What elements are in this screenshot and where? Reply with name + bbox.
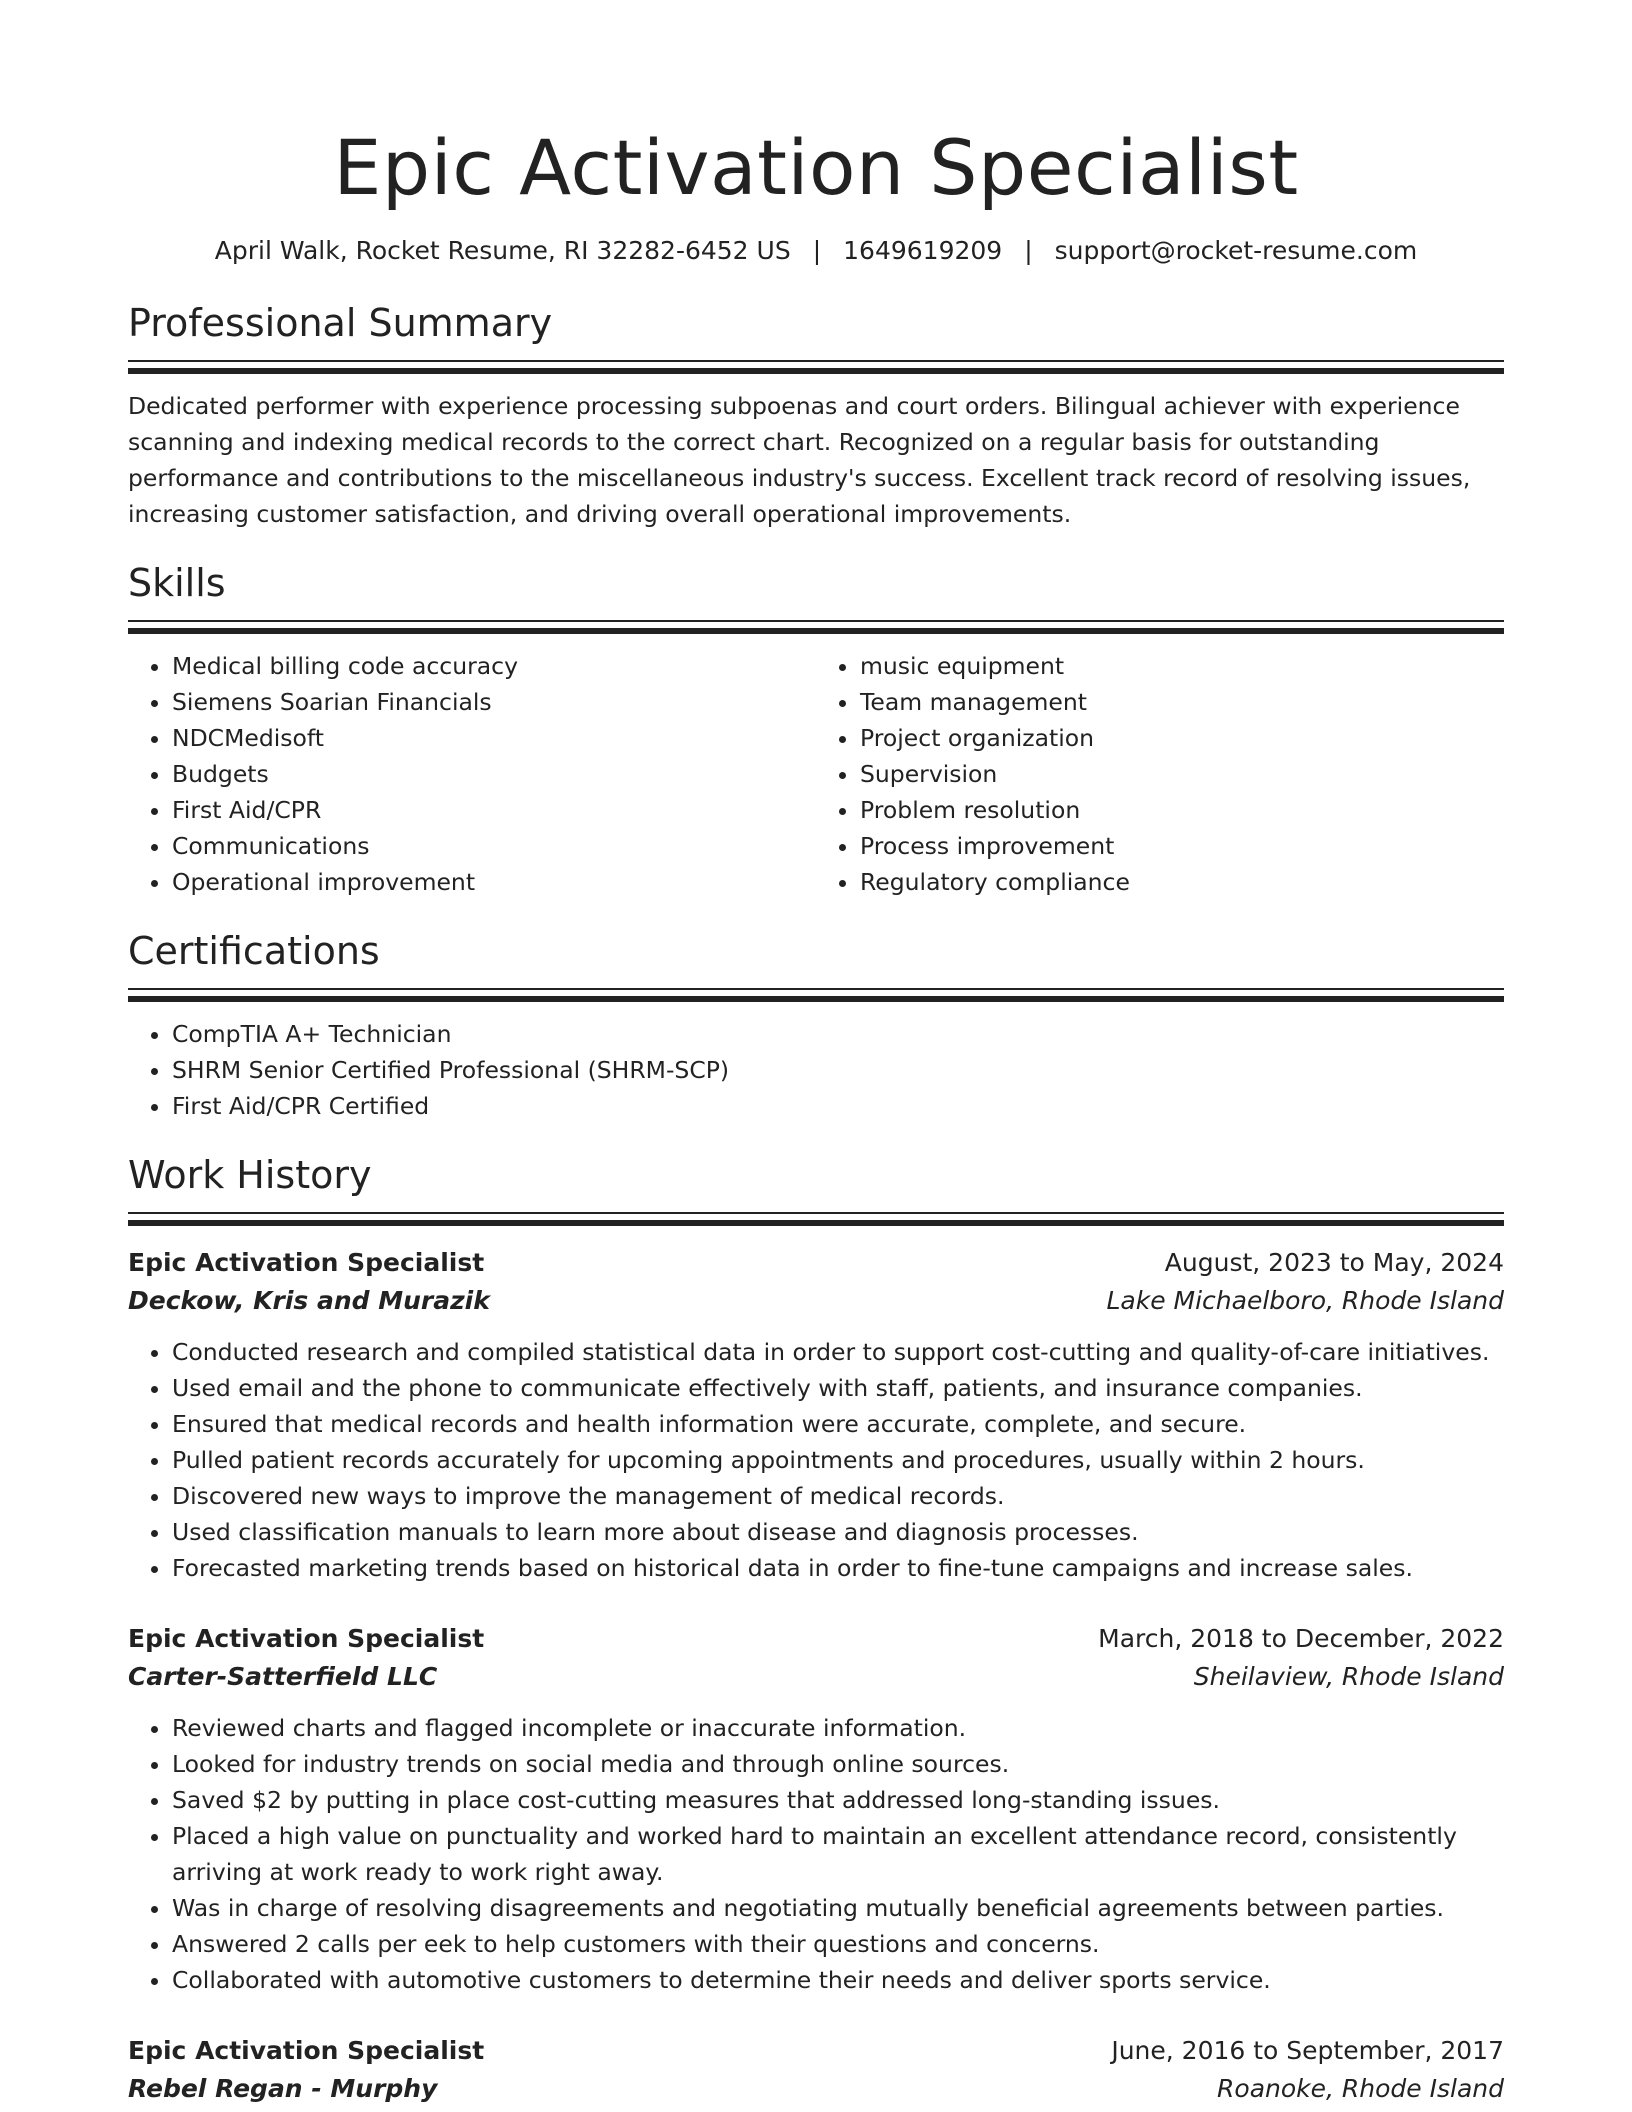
skills-section: [128, 558, 1504, 900]
job-company: Carter-Satterfield LLC: [128, 1662, 438, 1691]
job-header-row: [128, 2032, 1504, 2070]
job-bullet: • Used email and the phone to communicate effectively with staff, patients, and insurance companies.: [172, 1370, 1504, 1406]
certification-item: • CompTIA A+ Technician: [172, 1016, 1504, 1052]
job-bullet: • Ensured that medical records and health information were accurate, complete, and secure.: [172, 1406, 1504, 1442]
job-bullets: [128, 1334, 1504, 1586]
skill-item: • Regulatory compliance: [860, 864, 1504, 900]
skill-item: • First Aid/CPR: [172, 792, 816, 828]
job-entry: [128, 1620, 1504, 1998]
skill-item: • Operational improvement: [172, 864, 816, 900]
skill-item: • Team management: [860, 684, 1504, 720]
section-divider: [128, 1212, 1504, 1226]
job-bullet: • Forecasted marketing trends based on historical data in order to fine-tune campaigns and increase sales.: [172, 1550, 1504, 1586]
job-bullet: • Saved $2 by putting in place cost-cutting measures that addressed long-standing issues.: [172, 1782, 1504, 1818]
skills-list-left: [128, 648, 816, 900]
job-company-row: [128, 2070, 1504, 2108]
skill-item: • Problem resolution: [860, 792, 1504, 828]
skills-heading: Skills: [128, 561, 226, 605]
job-bullet: • Collaborated with automotive customers to determine their needs and deliver sports service.: [172, 1962, 1504, 1998]
skills-columns: [128, 648, 1504, 900]
job-bullet: • Used classification manuals to learn more about disease and diagnosis processes.: [172, 1514, 1504, 1550]
skill-item: • Budgets: [172, 756, 816, 792]
certifications-list: [128, 1016, 1504, 1124]
job-bullet: • Was in charge of resolving disagreements and negotiating mutually beneficial agreements between parties.: [172, 1890, 1504, 1926]
contact-address: April Walk, Rocket Resume, RI 32282-6452 US: [214, 236, 791, 265]
section-divider: [128, 360, 1504, 374]
skill-item: • music equipment: [860, 648, 1504, 684]
certification-item: • First Aid/CPR Certified: [172, 1088, 1504, 1124]
job-dates: March, 2018 to December, 2022: [1098, 1624, 1504, 1653]
contact-line: [128, 234, 1504, 268]
job-bullet: • Answered 2 calls per eek to help customers with their questions and concerns.: [172, 1926, 1504, 1962]
job-title: Epic Activation Specialist: [128, 1624, 485, 1653]
section-divider: [128, 988, 1504, 1002]
job-header-row: [128, 1620, 1504, 1658]
job-location: Roanoke, Rhode Island: [1217, 2074, 1504, 2103]
skill-item: • Siemens Soarian Financials: [172, 684, 816, 720]
job-company-row: [128, 1658, 1504, 1696]
skill-item: • Communications: [172, 828, 816, 864]
skill-item: • Supervision: [860, 756, 1504, 792]
job-location: Sheilaview, Rhode Island: [1193, 1662, 1504, 1691]
skill-item: • NDCMedisoft: [172, 720, 816, 756]
contact-email[interactable]: support@rocket-resume.com: [1054, 236, 1418, 265]
job-bullet: • Placed a high value on punctuality and worked hard to maintain an excellent attendance record, consistently arriving at work ready to work right away.: [172, 1818, 1504, 1890]
summary-text: Dedicated performer with experience processing subpoenas and court orders. Bilingual achiever with experience scanning and indexing medical records to the correct chart. Recognized on a regular basis for outstanding performance and contributions to the miscellaneous industry's success. Excellent track record of resolving issues, increasing customer satisfaction, and driving overall operational improvements.: [128, 392, 1471, 528]
skill-item: • Process improvement: [860, 828, 1504, 864]
contact-separator: |: [812, 236, 822, 265]
summary-section: [128, 298, 1504, 532]
certification-item: • SHRM Senior Certified Professional (SHRM-SCP): [172, 1052, 1504, 1088]
job-location: Lake Michaelboro, Rhode Island: [1106, 1286, 1504, 1315]
job-entry: [128, 1244, 1504, 1586]
job-bullet: • Pulled patient records accurately for upcoming appointments and procedures, usually within 2 hours.: [172, 1442, 1504, 1478]
work-section: [128, 1150, 1504, 2108]
job-header-row: [128, 1244, 1504, 1282]
section-divider: [128, 620, 1504, 634]
job-entry: [128, 2032, 1504, 2108]
certifications-heading: Certifications: [128, 929, 380, 973]
contact-phone: 1649619209: [843, 236, 1003, 265]
resume-title: Epic Activation Specialist: [333, 123, 1299, 212]
job-company-row: [128, 1282, 1504, 1320]
job-bullet: • Reviewed charts and flagged incomplete or inaccurate information.: [172, 1710, 1504, 1746]
summary-heading: Professional Summary: [128, 301, 553, 345]
job-title: Epic Activation Specialist: [128, 2036, 485, 2065]
job-dates: June, 2016 to September, 2017: [1111, 2036, 1504, 2065]
job-list: [128, 1244, 1504, 2108]
work-heading: Work History: [128, 1153, 372, 1197]
contact-separator: |: [1024, 236, 1033, 265]
job-title: Epic Activation Specialist: [128, 1248, 485, 1277]
job-bullet: • Conducted research and compiled statistical data in order to support cost-cutting and quality-of-care initiatives.: [172, 1334, 1504, 1370]
job-bullet: • Looked for industry trends on social media and through online sources.: [172, 1746, 1504, 1782]
job-company: Rebel Regan - Murphy: [128, 2074, 438, 2103]
job-company: Deckow, Kris and Murazik: [128, 1286, 490, 1315]
job-dates: August, 2023 to May, 2024: [1164, 1248, 1504, 1277]
skill-item: • Medical billing code accuracy: [172, 648, 816, 684]
certifications-section: [128, 926, 1504, 1124]
skill-item: • Project organization: [860, 720, 1504, 756]
job-bullets: [128, 1710, 1504, 1998]
job-bullet: • Discovered new ways to improve the management of medical records.: [172, 1478, 1504, 1514]
skills-list-right: [816, 648, 1504, 900]
